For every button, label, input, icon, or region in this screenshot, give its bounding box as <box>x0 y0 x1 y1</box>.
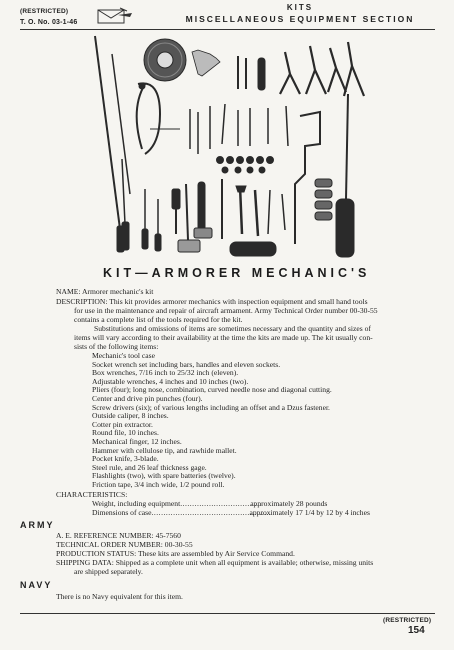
description-line-3: contains a complete list of the tools required for the kit. <box>74 315 243 324</box>
section-heading: MISCELLANEOUS EQUIPMENT SECTION <box>185 14 415 24</box>
leader-dots: .................................................. <box>151 508 272 517</box>
navy-text: There is no Navy equivalent for this item. <box>56 592 183 601</box>
description-line-1: DESCRIPTION: This kit provides armorer mechanics with inspection equipment and small hand tools <box>56 297 368 306</box>
list-item: Pocket knife, 3-blade. <box>92 454 159 464</box>
kit-items-list <box>92 352 332 490</box>
description-line-5: items will vary according to their availability at the time the kits are made up. The kit usually con- <box>74 333 373 342</box>
technical-order-number: TECHNICAL ORDER NUMBER: 00-30-55 <box>56 540 193 549</box>
leader-dots: .................................. <box>180 499 262 508</box>
list-item: Screw drivers (six); of various lengths including an offset and a Dzus fastener. <box>92 402 330 412</box>
list-item: Cotter pin extractor. <box>92 419 153 429</box>
weight-label: Weight, including equipment <box>92 499 181 508</box>
list-item: Center and drive pin punches (four). <box>92 393 203 403</box>
header-emblem-icon <box>94 5 134 27</box>
shipping-data-line-1: SHIPPING DATA: Shipped as a complete unit when all equipment is available; otherwise, missing units <box>56 558 374 567</box>
weight-value: approximately 28 pounds <box>250 499 328 508</box>
description-line-6: sists of the following items: <box>74 342 159 351</box>
kits-heading: KITS <box>286 3 314 12</box>
list-item: Steel rule, and 26 leaf thickness gage. <box>92 462 207 472</box>
list-item: Box wrenches, 7/16 inch to 25/32 inch (eleven). <box>92 368 239 378</box>
list-item: Pliers (four); long nose, combination, curved needle nose and diagonal cutting. <box>92 385 332 395</box>
restricted-label-top: (RESTRICTED) <box>20 8 69 15</box>
kit-title: KIT—ARMORER MECHANIC'S <box>103 266 371 280</box>
list-item: Adjustable wrenches, 4 inches and 10 inches (two). <box>92 376 249 386</box>
shipping-data-line-2: are shipped separately. <box>74 567 143 576</box>
page-number: 154 <box>408 625 425 636</box>
list-item: Mechanic's tool case <box>92 351 155 360</box>
armorer-kit-tools-illustration <box>90 34 380 262</box>
dimensions-label: Dimensions of case <box>92 508 152 517</box>
order-number: T. O. No. 03-1-46 <box>20 19 78 26</box>
characteristics-heading: CHARACTERISTICS: <box>56 490 128 499</box>
list-item: Hammer with cellulose tip, and rawhide mallet. <box>92 445 237 455</box>
restricted-label-bottom: (RESTRICTED) <box>383 617 432 624</box>
dimensions-row <box>92 509 432 518</box>
list-item: Outside caliper, 8 inches. <box>92 411 169 421</box>
footer-rule <box>20 613 435 614</box>
list-item: Mechanical finger, 12 inches. <box>92 436 182 446</box>
list-item: Friction tape, 3/4 inch wide, 1/2 pound roll. <box>92 479 225 489</box>
list-item: Round file, 10 inches. <box>92 428 159 438</box>
name-line: NAME: Armorer mechanic's kit <box>56 287 154 296</box>
description-line-2: for use in the maintenance and repair of aircraft armament. Army Technical Order number 00-30-55 <box>74 306 378 315</box>
list-item: Socket wrench set including bars, handles and eleven sockets. <box>92 359 281 369</box>
army-heading: ARMY <box>20 520 55 530</box>
navy-heading: NAVY <box>20 580 53 590</box>
production-status: PRODUCTION STATUS: These kits are assembled by Air Service Command. <box>56 549 295 558</box>
list-item: Flashlights (two), with spare batteries (twelve). <box>92 471 236 481</box>
description-line-4: Substitutions and omissions of items are sometimes necessary and the quantity and sizes of <box>94 324 371 333</box>
header-rule <box>20 29 435 30</box>
ae-reference-number: A. E. REFERENCE NUMBER: 45-7560 <box>56 531 181 540</box>
dimensions-value: approximately 17 1/4 by 12 by 4 inches <box>249 508 370 517</box>
